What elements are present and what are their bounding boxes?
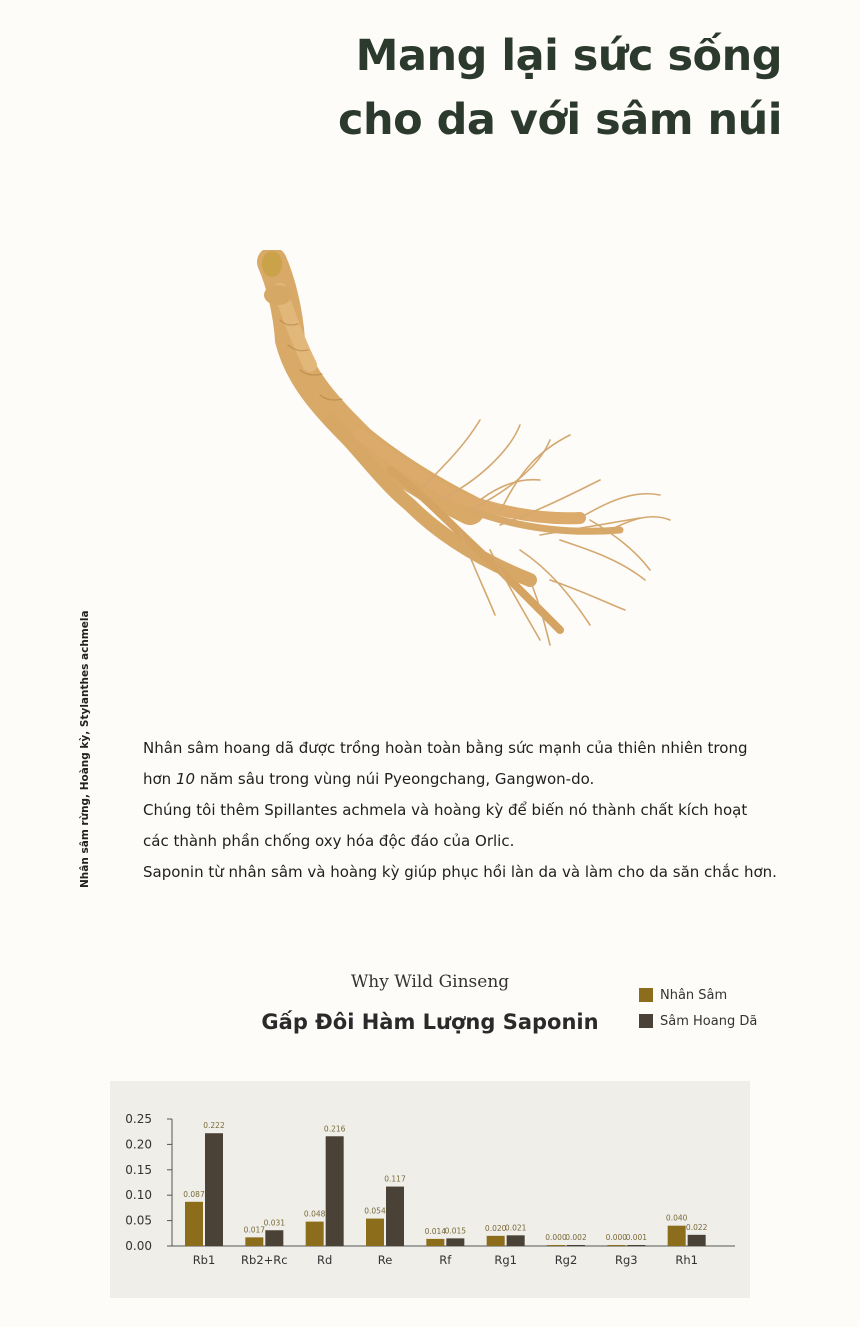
- x-tick-label: Rd: [317, 1253, 333, 1267]
- legend-label-series-1: Nhân Sâm: [660, 987, 728, 1003]
- legend-label-series-2: Sâm Hoang Dã: [660, 1013, 758, 1029]
- data-label: 0.022: [685, 1222, 708, 1232]
- body-line-2-number: 10: [175, 770, 196, 788]
- bar-re-series-2: [386, 1187, 404, 1246]
- body-line-1: Nhân sâm hoang dã được trồng hoàn toàn bằng sức mạnh của thiên nhiên trong: [143, 739, 748, 757]
- data-label: 0.216: [323, 1124, 346, 1134]
- data-label: 0.222: [203, 1121, 225, 1131]
- x-tick-label: Re: [377, 1253, 393, 1267]
- data-label: 0.015: [444, 1226, 467, 1236]
- data-label: 0.000: [545, 1233, 567, 1242]
- y-tick-label: 0.00: [125, 1239, 152, 1253]
- data-label: 0.031: [263, 1218, 286, 1228]
- x-tick-label: Rh1: [675, 1253, 698, 1267]
- data-label: 0.000: [605, 1233, 628, 1242]
- y-tick-label: 0.20: [125, 1137, 152, 1152]
- data-label: 0.020: [484, 1223, 507, 1233]
- bar-rg3-series-1: [607, 1245, 625, 1246]
- bar-rg1-series-1: [487, 1236, 505, 1246]
- y-tick-label: 0.10: [125, 1188, 152, 1203]
- y-tick-label: 0.25: [125, 1112, 152, 1126]
- body-line-3: Chúng tôi thêm Spillantes achmela và hoàng kỳ để biến nó thành chất kích hoạt: [143, 801, 748, 819]
- bar-rg2-series-1: [547, 1245, 565, 1246]
- bar-rb1-series-2: [205, 1133, 223, 1246]
- ginseng-root-image: [240, 250, 680, 650]
- bar-re-series-1: [366, 1219, 384, 1246]
- bar-rb1-series-1: [185, 1202, 203, 1246]
- headline-line-2: cho da với sâm núi: [337, 95, 782, 145]
- saponin-bar-chart: [110, 1081, 750, 1298]
- data-label: 0.087: [183, 1189, 205, 1199]
- x-tick-label: Rg1: [494, 1253, 517, 1267]
- legend-swatch-series-1: [639, 988, 653, 1002]
- body-line-2: [143, 764, 823, 795]
- body-line-2-start: hơn: [143, 770, 176, 788]
- x-tick-label: Rg3: [615, 1253, 638, 1267]
- body-line-2-end: năm sâu trong vùng núi Pyeongchang, Gangwon-do.: [195, 770, 595, 788]
- bar-rg3-series-2: [627, 1245, 645, 1246]
- data-label: 0.040: [665, 1213, 688, 1223]
- x-tick-label: Rf: [439, 1253, 452, 1267]
- data-label: 0.001: [625, 1233, 648, 1242]
- headline: [338, 24, 782, 152]
- x-tick-label: Rg2: [554, 1253, 578, 1267]
- bar-rd-series-1: [306, 1222, 324, 1246]
- legend-item-series-1: [639, 982, 757, 1008]
- chart-title: Gấp Đôi Hàm Lượng Saponin: [261, 1010, 599, 1034]
- bar-rf-series-1: [426, 1239, 444, 1246]
- y-tick-label: 0.05: [125, 1213, 152, 1228]
- data-label: 0.002: [565, 1232, 587, 1242]
- body-line-5: Saponin từ nhân sâm và hoàng kỳ giúp phục hồi làn da và làm cho da săn chắc hơn.: [143, 863, 777, 881]
- chart-panel: [110, 1081, 750, 1298]
- body-line-4: các thành phần chống oxy hóa độc đáo của Orlic.: [143, 832, 515, 850]
- bar-rg2-series-2: [567, 1245, 585, 1246]
- bar-rf-series-2: [446, 1238, 464, 1246]
- headline-line-1: Mang lại sức sống: [355, 31, 782, 81]
- data-label: 0.014: [424, 1226, 447, 1236]
- bar-rh1-series-2: [688, 1235, 706, 1246]
- data-label: 0.117: [384, 1174, 406, 1184]
- chart-subtitle: Why Wild Ginseng: [350, 972, 510, 992]
- bar-rh1-series-1: [668, 1226, 686, 1246]
- legend-item-series-2: [639, 1008, 757, 1034]
- side-caption: Nhân sâm rừng, Hoàng kỳ, Stylanthes achmela: [79, 610, 91, 888]
- x-tick-label: Rb2+Rc: [241, 1253, 288, 1267]
- data-label: 0.054: [364, 1206, 386, 1216]
- chart-legend: [639, 982, 757, 1034]
- y-tick-label: 0.15: [125, 1162, 152, 1177]
- x-tick-label: Rb1: [192, 1253, 216, 1267]
- data-label: 0.017: [243, 1225, 266, 1235]
- bar-rb2-rc-series-1: [245, 1237, 263, 1246]
- bar-rg1-series-2: [507, 1235, 525, 1246]
- bar-rb2-rc-series-2: [265, 1230, 283, 1246]
- data-label: 0.048: [303, 1209, 326, 1219]
- bar-rd-series-2: [326, 1136, 344, 1246]
- legend-swatch-series-2: [639, 1014, 653, 1028]
- data-label: 0.021: [504, 1223, 527, 1233]
- body-text: [143, 733, 823, 888]
